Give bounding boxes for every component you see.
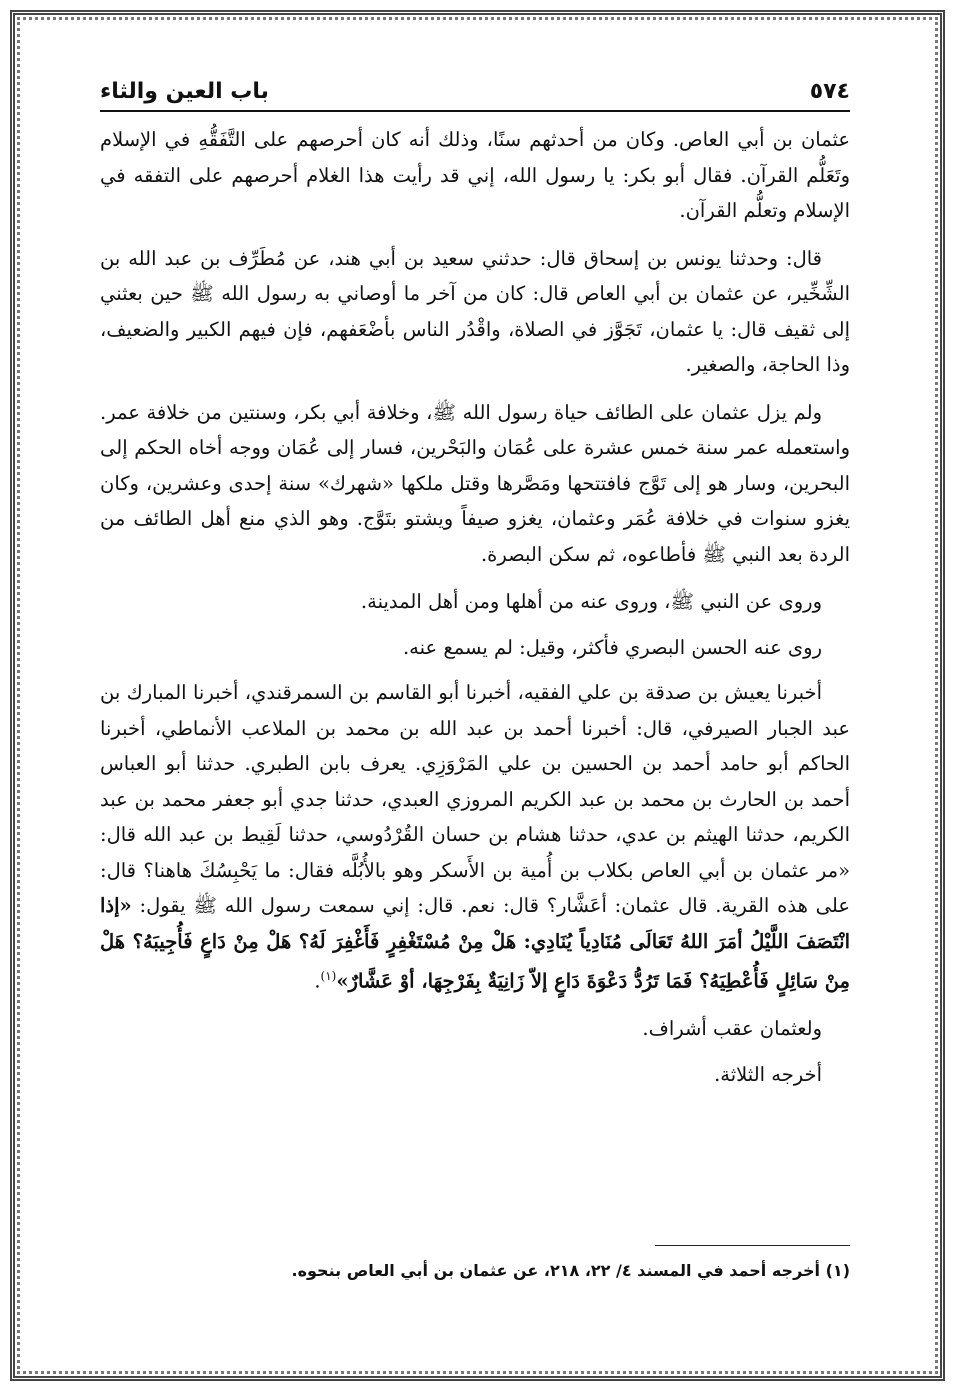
paragraph: ولم يزل عثمان على الطائف حياة رسول الله ﷺ، وخلافة أبي بكر، وسنتين من خلافة عمر. واستعمله عمر سنة خمس عشرة على عُمَان والبَحْرين، فسار إلى عُمَان ووجه أخاه الحكم إلى البحرين، وسار هو إلى تَوَّج فافتتحها ومَصَّرها وقتل ملكها «شهرك» سنة إحدى وعشرين، وكان يغزو سنوات في خلافة عُمَر وعثمان، يغزو صيفاً ويشتو بتَوَّج. وهو الذي منع أهل الطائف من الردة بعد النبي ﷺ فأطاعوه، ثم سكن البصرة. — [100, 400, 850, 566]
paragraph-with-hadith — [100, 675, 850, 999]
footnote-separator — [655, 1245, 850, 1246]
paragraph: قال: وحدثنا يونس بن إسحاق قال: حدثني سعيد بن أبي هند، عن مُطَرِّف بن عبد الله بن الشِّخِّير، عن عثمان بن أبي العاص قال: كان من آخر ما أوصاني به رسول الله ﷺ حين بعثني إلى ثقيف قال: يا عثمان، تَجَوَّز في الصلاة، واقْدُر الناس بأضْعَفهم، فإن فيهم الكبير والضعيف، وذا الحاجة، والصغير. — [100, 246, 850, 376]
body-text — [100, 122, 850, 1092]
paragraph: عثمان بن أبي العاص. وكان من أحدثهم سنًا، وذلك أنه كان أحرصهم على التَّفَقُّهِ في الإسلام وتَعَلُّم القرآن. فقال أبو بكر: يا رسول الله، إني قد رأيت هذا الغلام أحرصهم على التفقه في الإسلام وتعلُّم القرآن. — [100, 128, 850, 222]
footnote-marker: (١) — [320, 969, 337, 983]
isnad-text: أخبرنا يعيش بن صدقة بن علي الفقيه، أخبرنا أبو القاسم بن السمرقندي، أخبرنا المبارك بن عبد الجبار الصيرفي، قال: أخبرنا أحمد بن عبد الله بن محمد بن الملاعب الأنماطي، أخبرنا الحاكم أبو حامد أحمد بن الحسين بن علي المَرْوَزِي. يعرف بابن الطبري. حدثنا أبو العباس أحمد بن الحارث بن محمد بن عبد الكريم المروزي العبدي، حدثنا جدي أبو جعفر محمد بن عبد الكريم، حدثنا الهيثم بن عدي، حدثنا هشام بن حسان القُرْدُوسي، حدثنا لَقِيط بن عبد الله قال: «مر عثمان بن أبي العاص بكلاب بن أُمية بن الأَسكر وهو بالأُبُلَّه فقال: ما يَحْبِسُكَ هاهنا؟ قال: على هذه القرية. قال عثمان: أعَشَّار؟ قال: نعم. قال: إني سمعت رسول الله ﷺ يقول: — [100, 681, 850, 917]
paragraph: وروى عن النبي ﷺ، وروى عنه من أهلها ومن أهل المدينة. — [360, 590, 822, 613]
footnote: (١) أخرجه أحمد في المسند ٤/ ٢٢، ٢١٨، عن عثمان بن أبي العاص بنحوه. — [291, 1261, 850, 1280]
page-number: ٥٧٤ — [809, 79, 850, 104]
hadith-quote: «إذا انْتَصَفَ اللَّيْلُ أمَرَ اللهُ تَعَالَى مُنَادِياً يُنَادِي: هَلْ مِنْ مُسْتَغْفِرٍ فَأَغْفِرَ لَهُ؟ هَلْ مِنْ دَاعٍ فَأُجِيبَهُ؟ هَلْ مِنْ سَائِلٍ فَأُعْطِيَهُ؟ فَمَا تَرُدُّ دَعْوَةَ دَاعٍ إلاّ زَانِيَةٌ بِفَرْجِهَا، أوْ عَشَّارٌ» — [100, 894, 850, 993]
running-header — [100, 70, 850, 112]
section-title: باب العين والثاء — [100, 79, 269, 104]
closing-period: . — [314, 969, 321, 993]
paragraph: أخرجه الثلاثة. — [714, 1062, 822, 1086]
paragraph: روى عنه الحسن البصري فأكثر، وقيل: لم يسمع عنه. — [402, 635, 822, 659]
page-content — [100, 70, 850, 1340]
paragraph: ولعثمان عقب أشراف. — [642, 1017, 822, 1040]
